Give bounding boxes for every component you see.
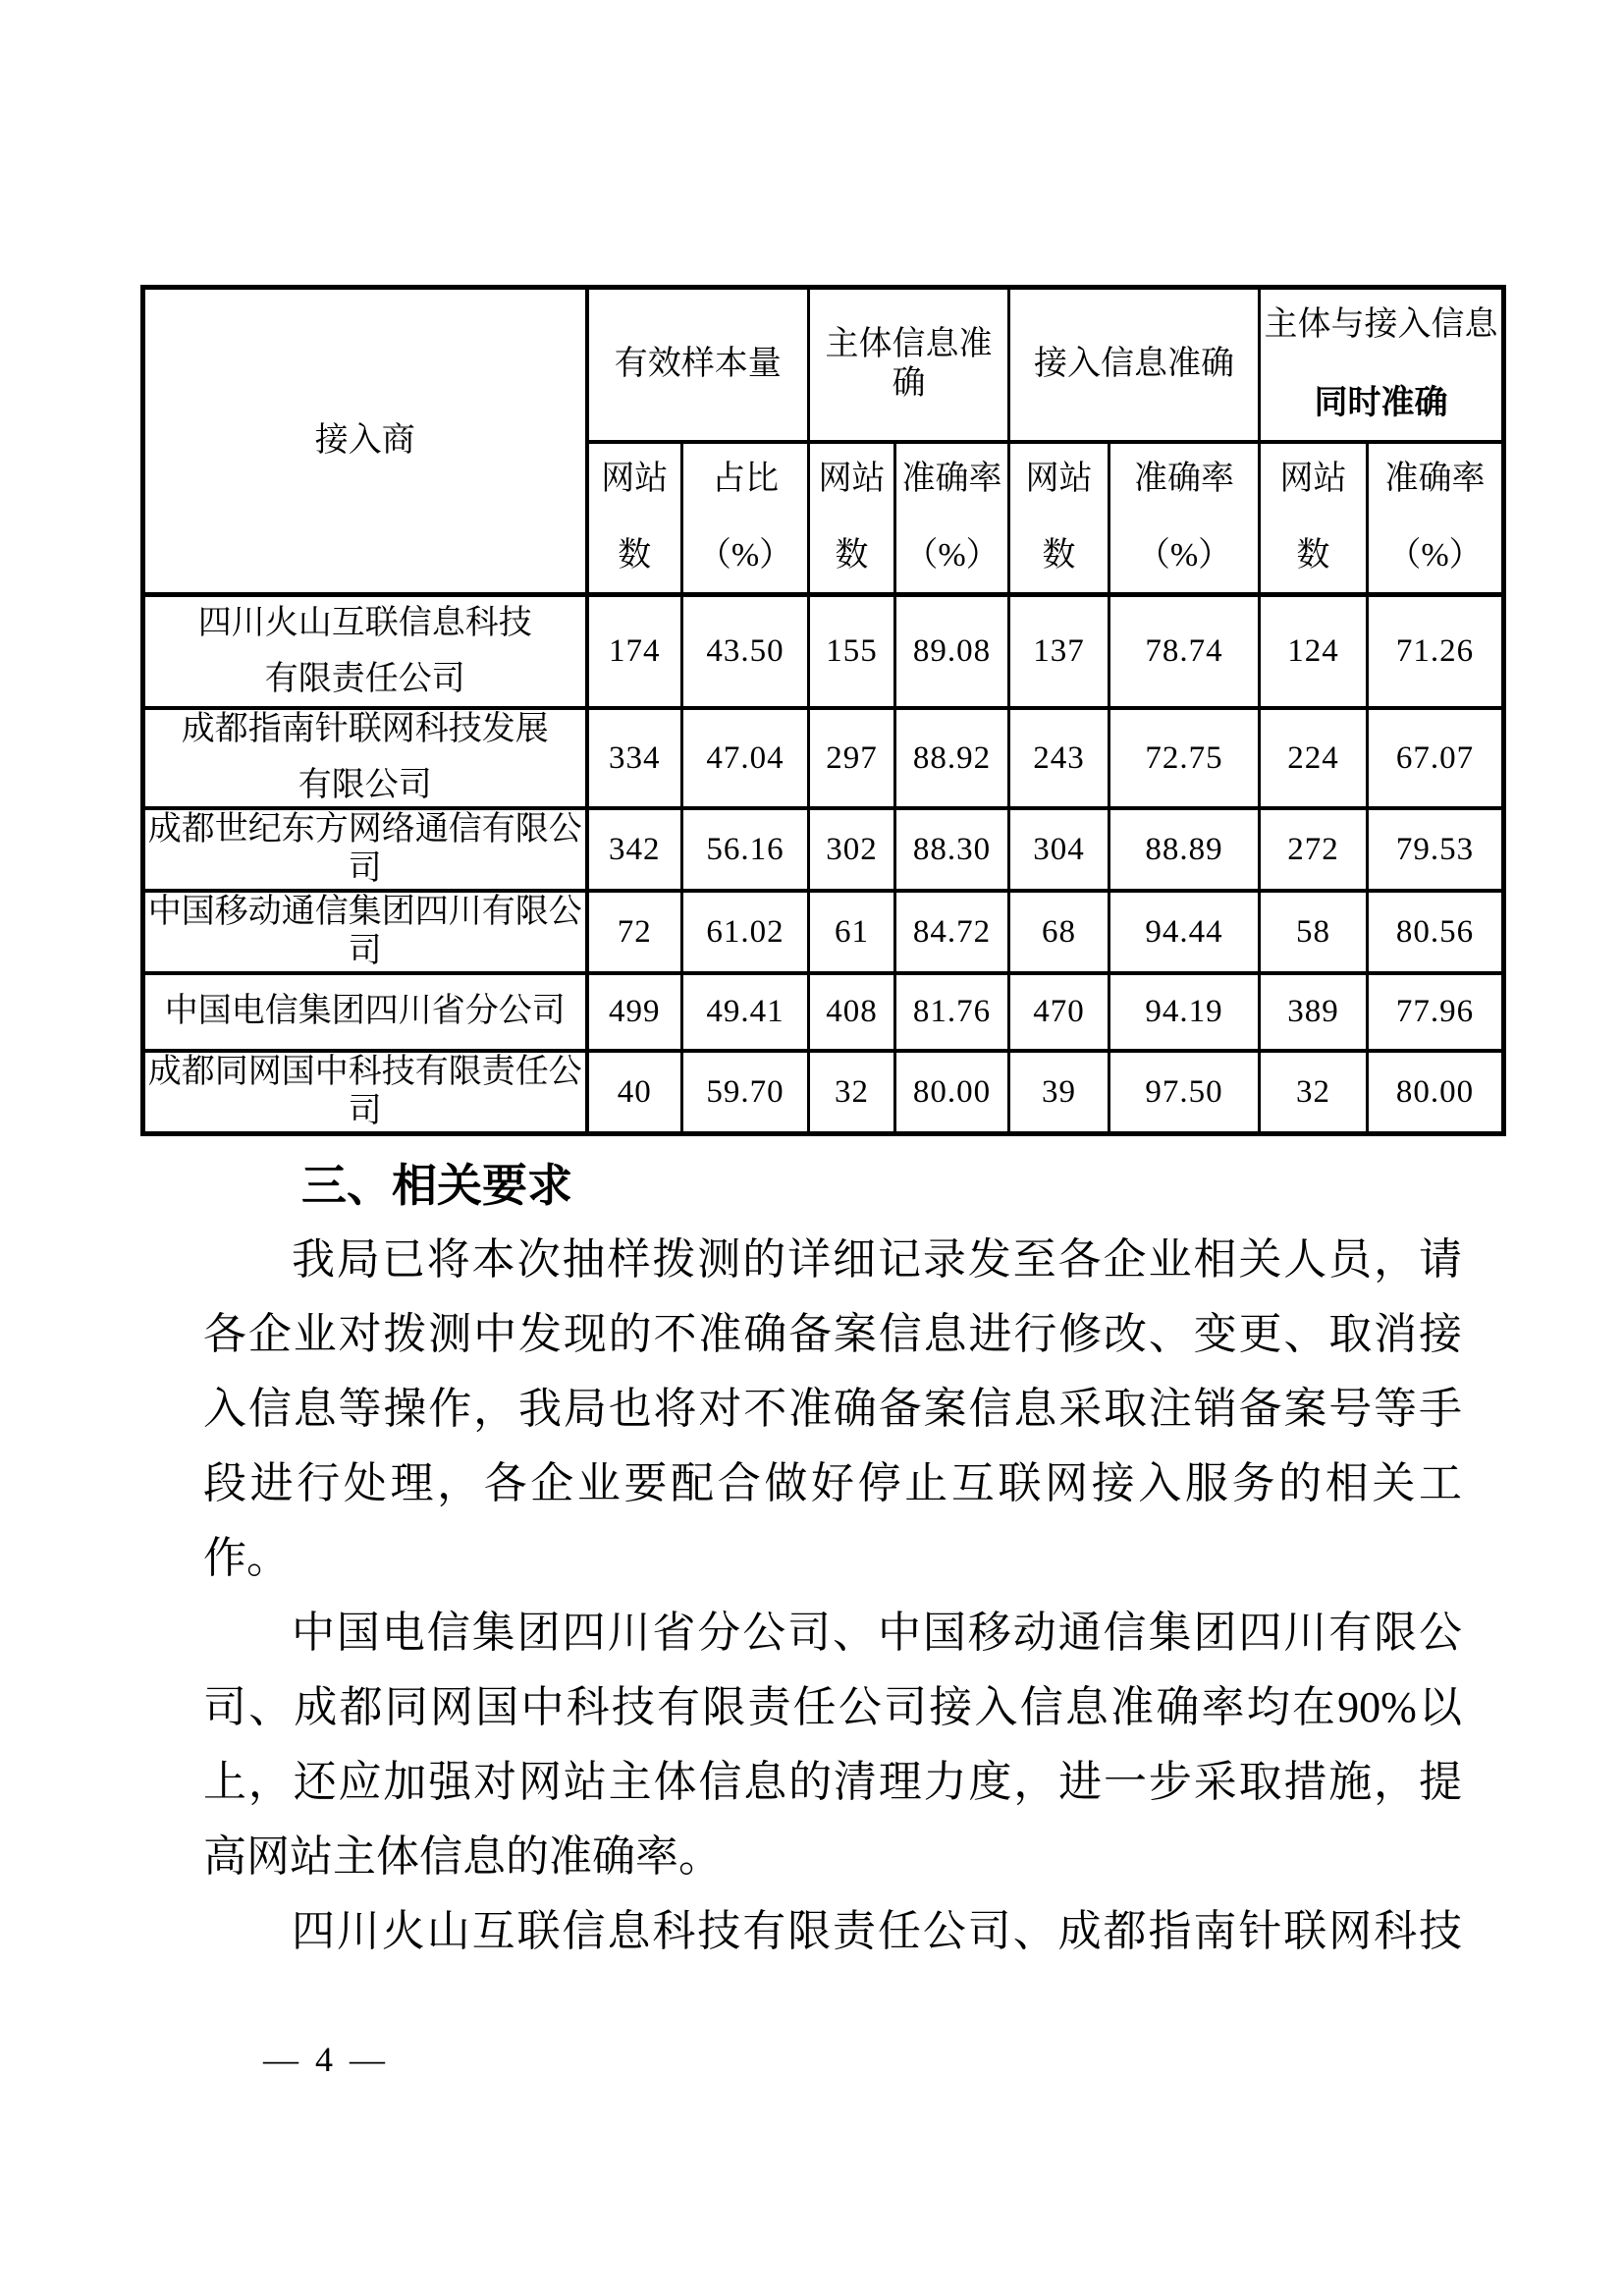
table-cell: 97.50 bbox=[1109, 1051, 1260, 1134]
table-cell: 32 bbox=[809, 1051, 895, 1134]
table-cell: 80.56 bbox=[1368, 891, 1504, 973]
table-cell: 94.44 bbox=[1109, 891, 1260, 973]
table-cell: 137 bbox=[1009, 595, 1109, 708]
table-cell: 334 bbox=[587, 708, 682, 808]
paragraph-line: 高网站主体信息的准确率。 bbox=[203, 1832, 722, 1881]
table-cell: 408 bbox=[809, 973, 895, 1051]
body-text bbox=[203, 1148, 1462, 1969]
paragraph-line: 入信息等操作，我局也将对不准确备案信息采取注销备案号等手 bbox=[203, 1385, 1462, 1433]
table-row bbox=[143, 973, 1504, 1051]
table-cell: 88.92 bbox=[895, 708, 1009, 808]
table-row bbox=[143, 1051, 1504, 1134]
table-cell: 43.50 bbox=[682, 595, 809, 708]
table-cell: 470 bbox=[1009, 973, 1109, 1051]
table-cell: 389 bbox=[1260, 973, 1368, 1051]
table-cell: 224 bbox=[1260, 708, 1368, 808]
group-header-valid-samples: 有效样本量 bbox=[587, 288, 809, 442]
table-cell: 124 bbox=[1260, 595, 1368, 708]
table-row bbox=[143, 595, 1504, 708]
table-cell: 56.16 bbox=[682, 808, 809, 891]
table-row bbox=[143, 808, 1504, 891]
table-cell: 174 bbox=[587, 595, 682, 708]
group-header-subject-accurate: 主体信息准确 bbox=[809, 288, 1009, 442]
table-cell: 78.74 bbox=[1109, 595, 1260, 708]
table-row bbox=[143, 891, 1504, 973]
table-cell: 302 bbox=[809, 808, 895, 891]
subheader-share: 占比 （%） bbox=[682, 442, 809, 595]
paragraph-line: 段进行处理，各企业要配合做好停止互联网接入服务的相关工 bbox=[203, 1459, 1462, 1507]
table-cell: 61.02 bbox=[682, 891, 809, 973]
page-number: — 4 — bbox=[263, 2040, 389, 2079]
table-cell: 304 bbox=[1009, 808, 1109, 891]
paragraph-line: 各企业对拨测中发现的不准确备案信息进行修改、变更、取消接 bbox=[203, 1310, 1462, 1358]
table-cell: 59.70 bbox=[682, 1051, 809, 1134]
table-cell: 94.19 bbox=[1109, 973, 1260, 1051]
row-header-label: 接入商 bbox=[314, 422, 415, 459]
table-cell: 39 bbox=[1009, 1051, 1109, 1134]
table-cell: 77.96 bbox=[1368, 973, 1504, 1051]
table-row bbox=[143, 708, 1504, 808]
isp-accuracy-table bbox=[140, 285, 1506, 1136]
table-cell: 81.76 bbox=[895, 973, 1009, 1051]
paragraph-line: 四川火山互联信息科技有限责任公司、成都指南针联网科技 bbox=[292, 1907, 1462, 1955]
table-cell: 80.00 bbox=[895, 1051, 1009, 1134]
subheader-accuracy: 准确率 （%） bbox=[1368, 442, 1504, 595]
paragraph-line: 作。 bbox=[203, 1534, 290, 1582]
provider-name-cell: 中国移动通信集团四川有限公司 bbox=[143, 891, 587, 973]
provider-name-cell: 中国电信集团四川省分公司 bbox=[143, 973, 587, 1051]
table-cell: 72 bbox=[587, 891, 682, 973]
table-cell: 499 bbox=[587, 973, 682, 1051]
table-cell: 80.00 bbox=[1368, 1051, 1504, 1134]
table-cell: 68 bbox=[1009, 891, 1109, 973]
table-cell: 72.75 bbox=[1109, 708, 1260, 808]
subheader-site-count: 网站 数 bbox=[587, 442, 682, 595]
provider-name-cell: 成都同网国中科技有限责任公司 bbox=[143, 1051, 587, 1134]
table-cell: 297 bbox=[809, 708, 895, 808]
table-cell: 58 bbox=[1260, 891, 1368, 973]
group-header-row bbox=[143, 288, 1504, 442]
section-heading: 三、相关要求 bbox=[301, 1160, 572, 1211]
paragraph-line: 我局已将本次抽样拨测的详细记录发至各企业相关人员，请 bbox=[292, 1235, 1462, 1284]
provider-name-cell: 成都指南针联网科技发展 有限公司 bbox=[143, 708, 587, 808]
table-cell: 40 bbox=[587, 1051, 682, 1134]
table-cell: 71.26 bbox=[1368, 595, 1504, 708]
group-header-access-accurate: 接入信息准确 bbox=[1009, 288, 1260, 442]
table-cell: 243 bbox=[1009, 708, 1109, 808]
table-cell: 61 bbox=[809, 891, 895, 973]
table-cell: 49.41 bbox=[682, 973, 809, 1051]
table-cell: 342 bbox=[587, 808, 682, 891]
group-header-both-accurate: 主体与接入信息 同时准确 bbox=[1260, 288, 1504, 442]
subheader-site-count: 网站 数 bbox=[1260, 442, 1368, 595]
table-cell: 47.04 bbox=[682, 708, 809, 808]
table-cell: 89.08 bbox=[895, 595, 1009, 708]
table-cell: 88.89 bbox=[1109, 808, 1260, 891]
table-cell: 84.72 bbox=[895, 891, 1009, 973]
paragraph-line: 中国电信集团四川省分公司、中国移动通信集团四川有限公 bbox=[292, 1609, 1462, 1657]
corner-header-cell bbox=[143, 288, 587, 595]
paragraph-line: 上，还应加强对网站主体信息的清理力度，进一步采取措施，提 bbox=[203, 1758, 1462, 1806]
table-cell: 79.53 bbox=[1368, 808, 1504, 891]
table-cell: 67.07 bbox=[1368, 708, 1504, 808]
provider-name-cell: 四川火山互联信息科技 有限责任公司 bbox=[143, 595, 587, 708]
subheader-site-count: 网站 数 bbox=[1009, 442, 1109, 595]
table-cell: 88.30 bbox=[895, 808, 1009, 891]
subheader-accuracy: 准确率 （%） bbox=[1109, 442, 1260, 595]
table-cell: 155 bbox=[809, 595, 895, 708]
subheader-site-count: 网站 数 bbox=[809, 442, 895, 595]
provider-name-cell: 成都世纪东方网络通信有限公司 bbox=[143, 808, 587, 891]
subheader-accuracy: 准确率 （%） bbox=[895, 442, 1009, 595]
paragraph-line: 司、成都同网国中科技有限责任公司接入信息准确率均在90%以 bbox=[203, 1683, 1462, 1731]
table-cell: 32 bbox=[1260, 1051, 1368, 1134]
table-cell: 272 bbox=[1260, 808, 1368, 891]
